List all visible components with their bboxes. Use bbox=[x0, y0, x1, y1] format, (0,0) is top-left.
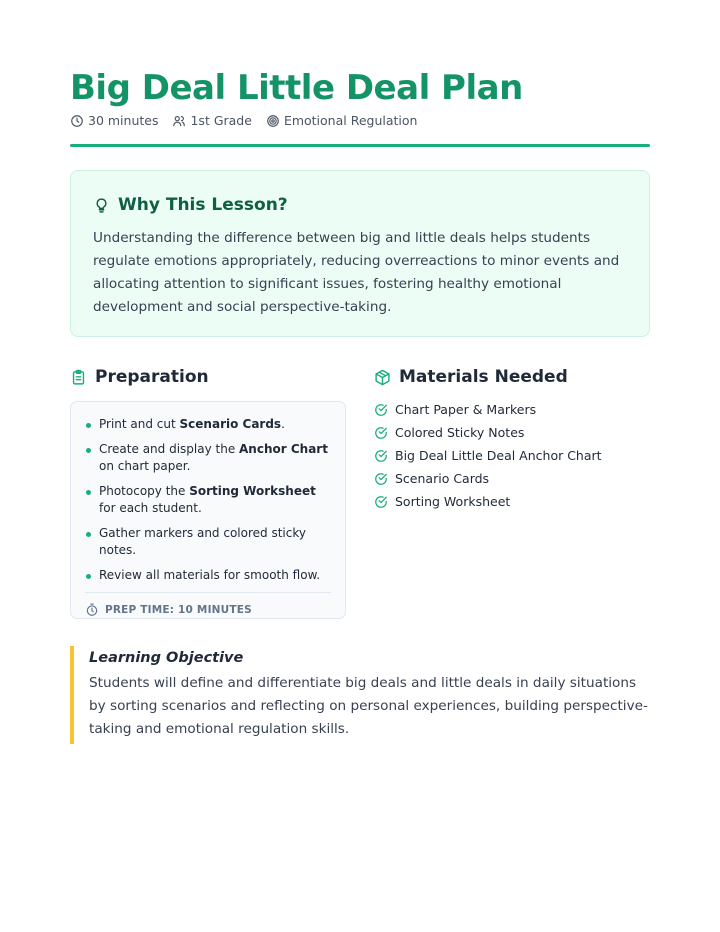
prep-time-text: PREP TIME: 10 MINUTES bbox=[105, 604, 252, 616]
meta-grade bbox=[172, 113, 251, 128]
check-circle-icon bbox=[374, 426, 388, 440]
preparation-card bbox=[70, 401, 346, 619]
list-item: Gather markers and colored sticky notes. bbox=[85, 525, 331, 559]
prep-divider bbox=[85, 592, 331, 593]
preparation-title: Preparation bbox=[95, 367, 209, 387]
list-item: Print and cut Scenario Cards. bbox=[85, 416, 331, 433]
list-item: Create and display the Anchor Chart on chart paper. bbox=[85, 441, 331, 475]
list-item: Scenario Cards bbox=[374, 467, 650, 490]
clock-icon bbox=[70, 114, 84, 128]
prep-time bbox=[85, 603, 331, 617]
stopwatch-icon bbox=[85, 603, 99, 617]
users-icon bbox=[172, 114, 186, 128]
list-item: Big Deal Little Deal Anchor Chart bbox=[374, 444, 650, 467]
check-circle-icon bbox=[374, 495, 388, 509]
meta-grade-text: 1st Grade bbox=[190, 113, 252, 128]
lightbulb-icon bbox=[93, 197, 110, 214]
page-title: Big Deal Little Deal Plan bbox=[70, 68, 523, 108]
materials-heading bbox=[374, 364, 650, 390]
meta-duration-text: 30 minutes bbox=[88, 113, 159, 128]
meta-duration bbox=[70, 113, 158, 128]
meta-topic bbox=[266, 113, 418, 128]
lesson-meta bbox=[70, 113, 417, 128]
why-body: Understanding the difference between big and little deals helps students regulate emotions appropriately, reducing overreactions to minor events and allocating attention to significant issues, fostering healthy emotional development and social perspective-taking. bbox=[93, 230, 620, 315]
objective-title: Learning Objective bbox=[89, 650, 244, 666]
list-item: Colored Sticky Notes bbox=[374, 421, 650, 444]
list-item: Chart Paper & Markers bbox=[374, 398, 650, 421]
preparation-list bbox=[85, 416, 331, 584]
why-title: Why This Lesson? bbox=[118, 195, 288, 215]
list-item: Review all materials for smooth flow. bbox=[85, 567, 331, 584]
why-heading bbox=[93, 193, 627, 217]
header-divider bbox=[70, 144, 650, 147]
meta-topic-text: Emotional Regulation bbox=[283, 113, 418, 128]
learning-objective bbox=[70, 646, 650, 744]
why-this-lesson-card bbox=[70, 170, 650, 337]
objective-body: Students will define and differentiate big deals and little deals in daily situations by sorting scenarios and reflecting on personal experiences, building perspective-taking and emotional regulation skills. bbox=[89, 675, 648, 737]
list-item: Sorting Worksheet bbox=[374, 490, 650, 513]
box-icon bbox=[374, 369, 391, 386]
materials-list bbox=[374, 398, 650, 513]
materials-section bbox=[374, 364, 650, 513]
preparation-section bbox=[70, 364, 346, 619]
check-circle-icon bbox=[374, 403, 388, 417]
check-circle-icon bbox=[374, 472, 388, 486]
materials-title: Materials Needed bbox=[399, 367, 568, 387]
clipboard-icon bbox=[70, 369, 87, 386]
target-icon bbox=[266, 114, 280, 128]
list-item: Photocopy the Sorting Worksheet for each student. bbox=[85, 483, 331, 517]
check-circle-icon bbox=[374, 449, 388, 463]
preparation-heading bbox=[70, 364, 346, 390]
